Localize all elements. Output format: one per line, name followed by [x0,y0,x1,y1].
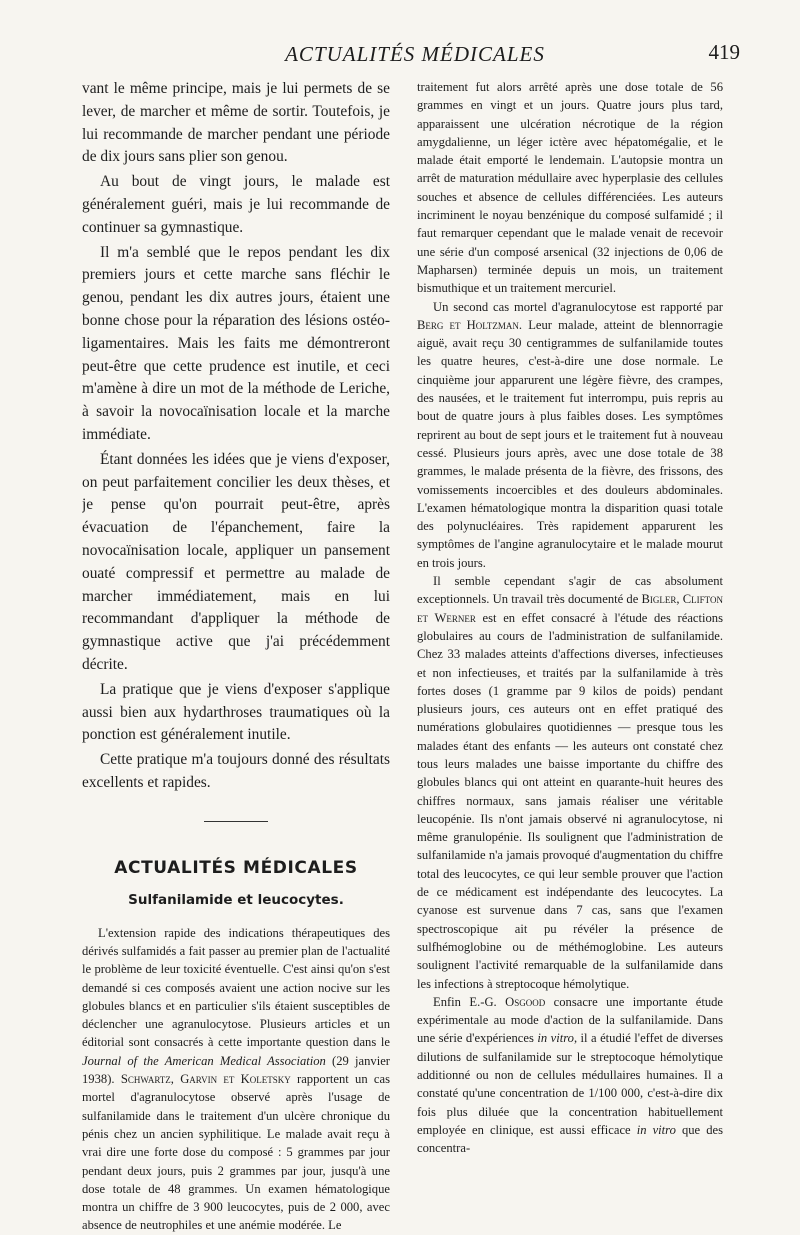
article-paragraph [417,572,723,993]
paragraph: vant le même principe, mais je lui permets de se lever, de marcher et même de sortir. Toutefois, je lui recommande de marcher pendant une période de dix jours sans plier son genou. [82,80,390,166]
page-number: 419 [708,40,740,64]
latin-term: in vitro [636,1122,676,1137]
section-divider [204,821,268,822]
text-run: (29 janvier 1938). [82,1053,390,1087]
paragraph: Cette pratique m'a toujours donné des résultats excellents et rapides. [82,751,390,791]
paragraph: Il m'a semblé que le repos pendant les dix premiers jours et cette marche sans fléchir le genou, pendant les dix autres jours, étaient une bonne chose pour la réparation des lésions ostéo-ligamentaires. Mais les faits me démontreront peut-être que cette prudence est inutile, et ceci m'amène à dire un mot de la méthode de Leriche, à savoir la novocaïnisation locale et la marche immédiate. [82,243,390,443]
text-run: Il semble cependant s'agir de cas absolument exceptionnels. Un travail très documenté de [417,574,723,607]
author-names: Berg et Holtzman [417,317,519,332]
text-run: que des concentra- [417,1122,723,1156]
author-names: Schwartz, Garvin et Koletsky [120,1072,291,1087]
paragraph: Au bout de vingt jours, le malade est généralement guéri, mais je lui recommande de continuer sa gymnastique. [82,173,390,236]
text-run: , il a étudié l'effet de diverses dilutions de sulfanilamide sur le streptocoque hémolytique additionné ou non de cellules médullaires humaines. Il a constaté qu'une concentration de 1/100 000, c'est-à-dire dix fois plus diluée que la concentration habituellement employée en clinique, est aussi efficace [417,1031,723,1137]
paragraph: Étant données les idées que je viens d'exposer, on peut parfaitement concilier les deux thèses, et je pense qu'on pourrait peut-être, après évacuation de l'épanchement, faire la novocaïnisation locale, appliquer un pansement ouaté compressif et permettre au malade de marcher immédiatement, mais en lui recommandant d'appliquer la méthode de gymnastique active que j'ai précédemment décrite. [82,450,390,673]
text-run: Un second cas mortel d'agranulocytose est rapporté par [433,299,723,314]
article-paragraph [417,993,723,1158]
running-title: ACTUALITÉS MÉDICALES [285,42,545,66]
text-run: L'extension rapide des indications thérapeutiques des dérivés sulfamidés a fait passer au premier plan de l'actualité le problème de leur toxicité éventuelle. C'est ainsi qu'on s'est demandé si ces composés avaient une action nocive sur les globules blancs et en particulier s'ils étaient susceptibles de déclencher une agranulocytose. Plusieurs articles et un éditorial sont consacrés à cette importante question dans le [82,925,390,1050]
text-run: est en effet consacré à l'étude des réactions globulaires au cours de l'administration de sulfanilamide. Chez 33 malades atteints d'affections diverses, infectieuses et non infectieuses, et traités par la sulfanilamide à très fortes doses (1 gramme par 9 kilos de poids) pendant plusieurs jours, ces auteurs ont en effet pratiqué des numérations globulaires quotidiennes — presque tous les malades étant des enfants — les auteurs ont constaté chez tous leurs malades une baisse importante du chiffre des globules blancs qui ont atteint en quarante-huit heures des chiffres normaux, sans jamais réaliser une véritable leucopénie. Ils n'ont jamais observé ni agranulocytose, ni même granulopénie. Ils soulignent que l'administration de sulfanilamide n'a jamais provoqué d'augmentation du chiffre total des leucocytes, ce qui leur semble prouver que l'action de ce médicament est indépendante des leucocytes. La cyanose est survenue dans 7 cas, sans que l'examen spectroscopique ait pu révéler la présence de sulfhémoglobine ou de méthémoglobine. Les auteurs soulignent l'activité remarquable de la sulfanilamide dans les infections à streptocoque hémolytique. [417,610,723,991]
article-title: Sulfanilamide et leucocytes. [128,891,344,908]
latin-term: in vitro [537,1031,574,1046]
journal-citation: Journal of the American Medical Association [82,1053,326,1068]
text-run: consacre une importante étude expérimentale au mode d'action de la sulfanilamide. Dans une série d'expériences [417,994,723,1046]
section-heading: ACTUALITÉS MÉDICALES [114,857,358,878]
left-column [82,78,390,1235]
text-run: rapportent un cas mortel d'agranulocytose observé après l'usage de sulfanilamide dans le traitement d'un ulcère chronique du pénis chez un ancien syphilitique. Le malade avait reçu à vrai dire une forte dose du composé : 5 grammes par jour pendant deux jours, puis 2 grammes par jour, jusqu'à une dose totale de 48 grammes. Un examen hématologique montra un chiffre de 3 900 leucocytes, puis de 2 000, avec absence de neutrophiles et une anémie modérée. Le [82,1072,390,1233]
article-paragraph [417,298,723,572]
right-column [417,78,723,1158]
paragraph: La pratique que je viens d'exposer s'applique aussi bien aux hydarthroses traumatiques où la ponction est généralement inutile. [82,680,390,744]
text-run: . Leur malade, atteint de blennorragie aiguë, avait reçu 30 centigrammes de sulfanilamide toutes les quatre heures, c'est-à-dire une dose normale. Le cinquième jour apparurent une légère fièvre, des crampes, des nausées, et le traitement fut interrompu, puis repris au bout de quatre jours à plus faibles doses. Les symptômes reprirent au bout de sept jours et le traitement fut à nouveau cessé. Plusieurs jours après, avec une dose totale de 38 grammes, le malade présenta de la fièvre, des frissons, des vomissements incoercibles et des douleurs abdominales. L'examen hématologique montra la disparition quasi totale des polynucléaires. Très rapidement apparurent les symptômes de l'angine agranulocytaire et le malade mourut en trois jours. [417,317,723,570]
author-names: E.-G. Osgood [469,994,546,1009]
author-names: Bigler, Clifton et Werner [417,592,723,625]
text-run: Enfin [433,994,470,1009]
article-paragraph [82,924,390,1235]
article-paragraph: traitement fut alors arrêté après une dose totale de 56 grammes en vingt et un jours. Quatre jours plus tard, apparaissent une ulcération nécrotique de la région amygdalienne, un léger ictère avec hépatomégalie, et le malade était emporté le lendemain. L'autopsie montra un arrêt de maturation médullaire avec hyperplasie des cellules souches et absence de cellules différenciées. Les auteurs incriminent le noyau benzénique du composé sulfamidé ; il faut remarquer cependant que le malade venait de recevoir une série d'un composé arsenical (32 injections de 0,06 de Mapharsen) terminée depuis un mois, un traitement bismuthique et un traitement mercuriel. [417,80,723,296]
